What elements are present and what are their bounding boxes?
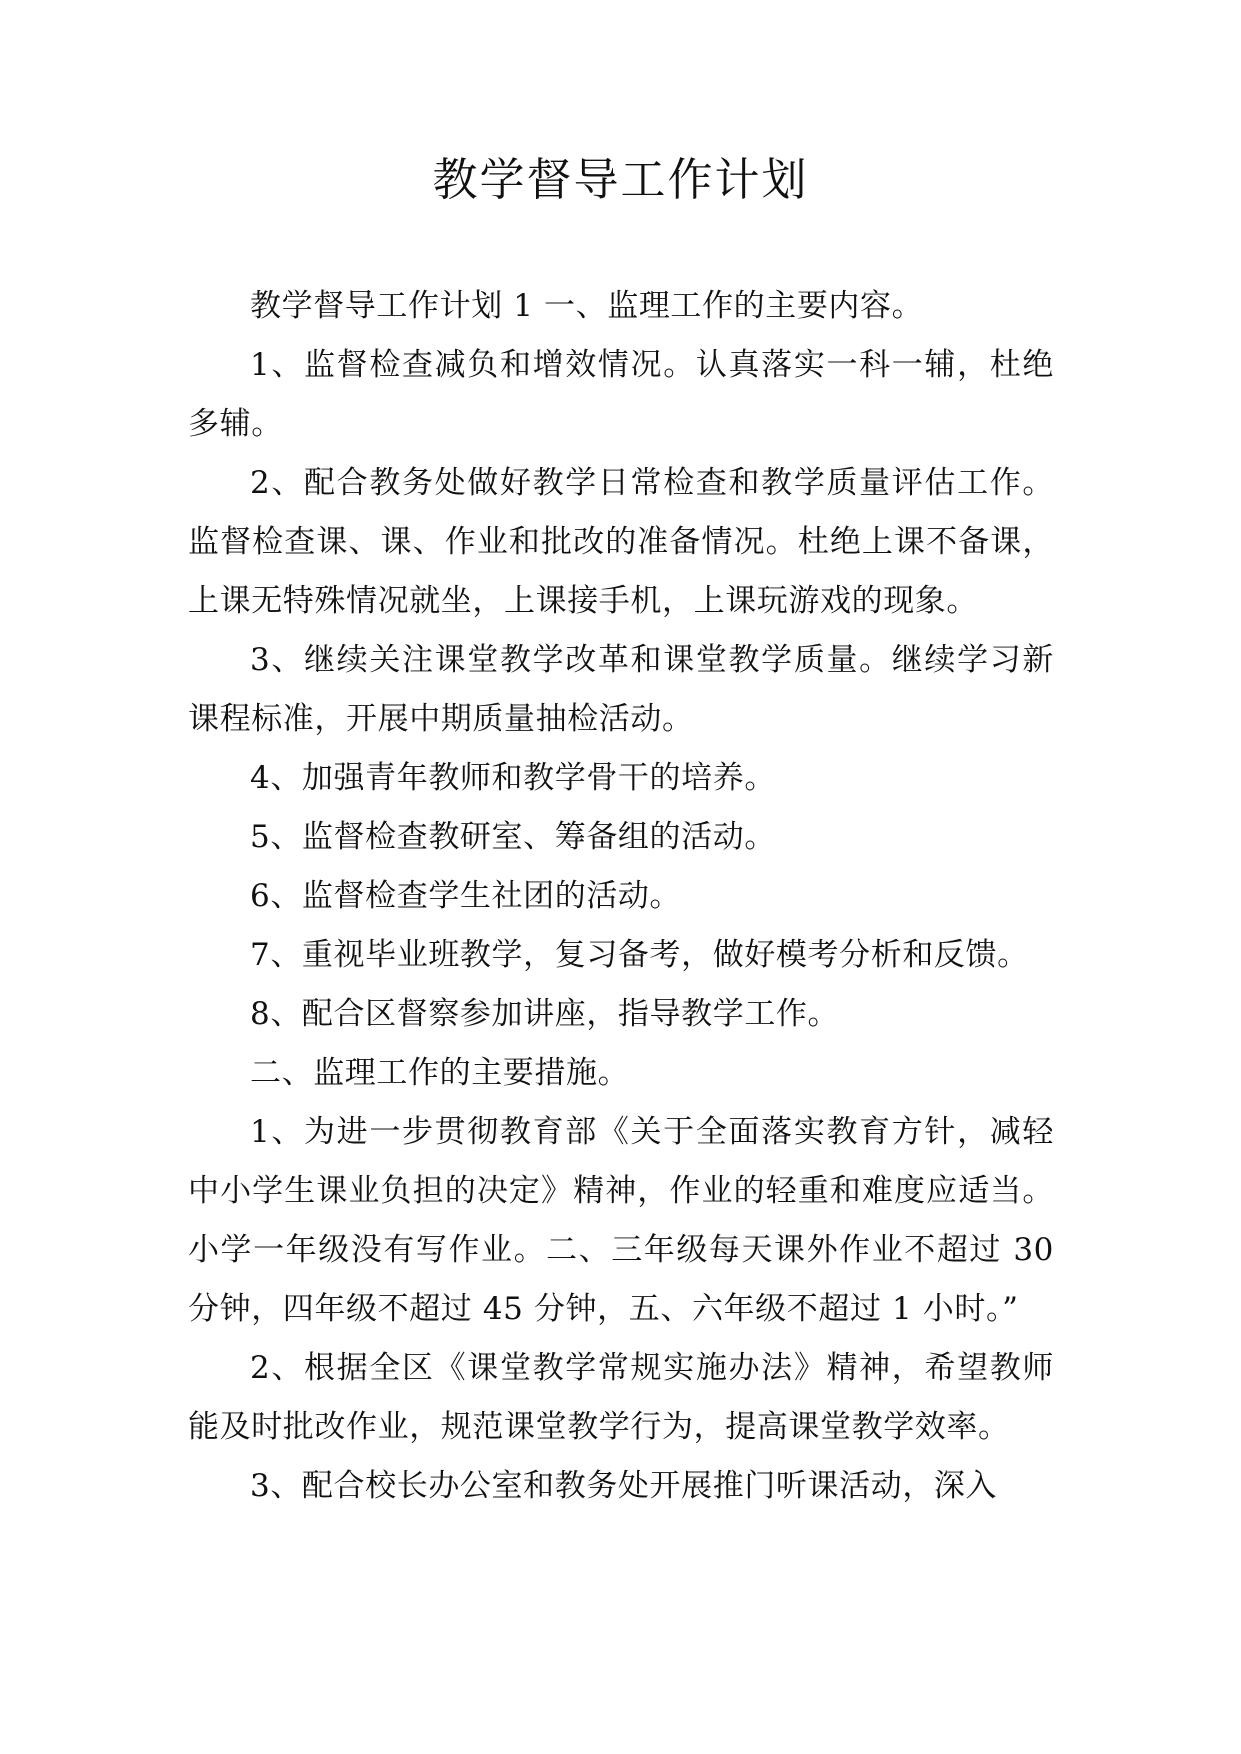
document-title: 教学督导工作计划 bbox=[432, 153, 809, 206]
paragraph-measure-3: 3、配合校长办公室和教务处开展推门听课活动，深入 bbox=[250, 1468, 998, 1504]
paragraph-item-7: 7、重视毕业班教学，复习备考，做好模考分析和反馈。 bbox=[250, 937, 1029, 973]
paragraph-item-4: 4、加强青年教师和教学骨干的培养。 bbox=[250, 760, 776, 796]
paragraph-measure-1: 1、为进一步贯彻教育部《关于全面落实教育方针，减轻中小学生课业负担的决定》精神，作业的轻重和难度应适当。小学一年级没有写作业。二、三年级每天课外作业不超过 30 分钟，四年级不超过 45 分钟，五、六年级不超过 1 小时。” bbox=[188, 1114, 1054, 1327]
paragraph-item-5: 5、监督检查教研室、筹备组的活动。 bbox=[250, 819, 776, 855]
paragraph-item-1: 1、监督检查减负和增效情况。认真落实一科一辅，杜绝多辅。 bbox=[188, 347, 1054, 442]
paragraph-measure-2: 2、根据全区《课堂教学常规实施办法》精神，希望教师能及时批改作业，规范课堂教学行为，提高课堂教学效率。 bbox=[188, 1350, 1054, 1445]
paragraph-item-6: 6、监督检查学生社团的活动。 bbox=[250, 878, 682, 914]
paragraph-item-3: 3、继续关注课堂教学改革和课堂教学质量。继续学习新课程标准，开展中期质量抽检活动。 bbox=[188, 642, 1054, 737]
paragraph-intro: 教学督导工作计划 1 一、监理工作的主要内容。 bbox=[250, 288, 924, 324]
document-body bbox=[188, 277, 1054, 1516]
paragraph-item-8: 8、配合区督察参加讲座，指导教学工作。 bbox=[250, 996, 840, 1032]
section-heading-measures: 二、监理工作的主要措施。 bbox=[250, 1055, 630, 1091]
paragraph-item-2: 2、配合教务处做好教学日常检查和教学质量评估工作。监督检查课、课、作业和批改的准备情况。杜绝上课不备课，上课无特殊情况就坐，上课接手机，上课玩游戏的现象。 bbox=[188, 465, 1054, 619]
